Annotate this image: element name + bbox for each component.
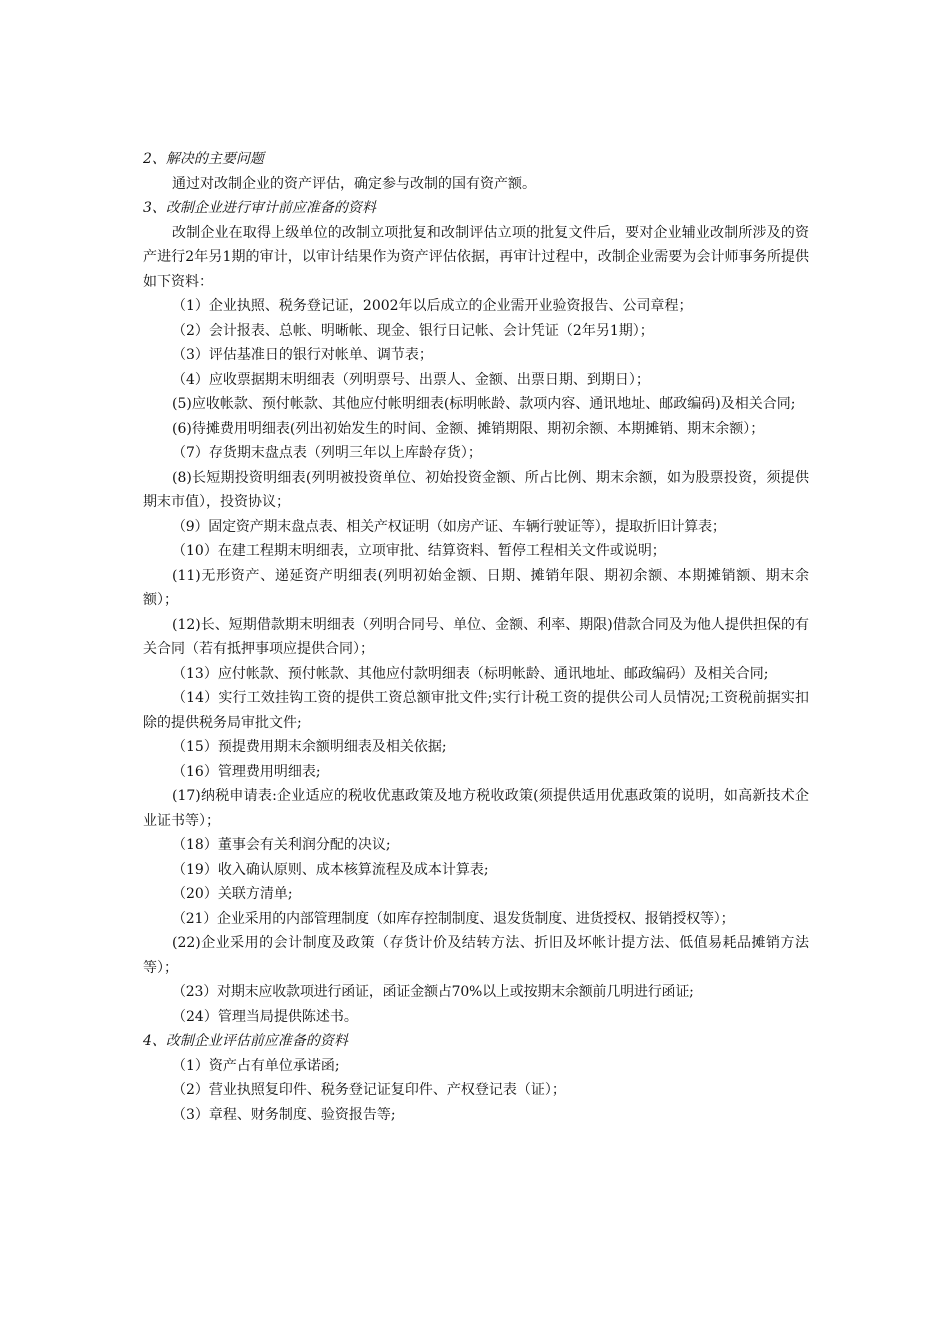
list-item: （1）资产占有单位承诺函; bbox=[172, 1057, 340, 1074]
section-paragraph: 改制企业在取得上级单位的改制立项批复和改制评估立项的批复文件后，要对企业辅业改制所涉及的资产进行2年另1期的审计，以审计结果作为资产评估依据，再审计过程中，改制企业需要为会计师事务所提供如下资料： bbox=[143, 224, 809, 290]
list-item: (12)长、短期借款期末明细表（列明合同号、单位、金额、利率、期限)借款合同及为他人提供担保的有关合同（若有抵押事项应提供合同）； bbox=[143, 616, 809, 657]
list-item: （2）营业执照复印件、税务登记证复印件、产权登记表（证）； bbox=[172, 1082, 566, 1098]
list-item: （7）存货期末盘点表（列明三年以上库龄存货）； bbox=[172, 445, 482, 461]
list-item: (5)应收帐款、预付帐款、其他应付帐明细表(标明帐龄、款项内容、通讯地址、邮政编码)及相关合同; bbox=[172, 396, 796, 412]
list-item: （18）董事会有关利润分配的决议; bbox=[172, 837, 391, 853]
list-item: (6)待摊费用明细表(列出初始发生的时间、金额、摊销期限、期初余额、本期摊销、期末余额）； bbox=[172, 420, 765, 437]
section-heading: 2、解决的主要问题 bbox=[143, 151, 264, 167]
section-heading: 3、改制企业进行审计前应准备的资料 bbox=[143, 200, 376, 216]
list-item: （14）实行工效挂钩工资的提供工资总额审批文件;实行计税工资的提供公司人员情况;工资税前据实扣除的提供税务局审批文件; bbox=[143, 690, 809, 731]
list-item: （3）评估基准日的银行对帐单、调节表； bbox=[172, 347, 433, 363]
list-item: （21）企业采用的内部管理制度（如库存控制制度、退发货制度、进货授权、报销授权等）； bbox=[172, 910, 735, 927]
list-item: (8)长短期投资明细表(列明被投资单位、初始投资金额、所占比例、期末余额，如为股票投资，须提供期末市值），投资协议； bbox=[143, 469, 809, 510]
list-item: （19）收入确认原则、成本核算流程及成本计算表; bbox=[172, 861, 489, 878]
list-item: (22)企业采用的会计制度及政策（存货计价及结转方法、折旧及坏帐计提方法、低值易耗品摊销方法等）； bbox=[143, 935, 809, 976]
list-item: （3）章程、财务制度、验资报告等; bbox=[172, 1106, 396, 1123]
section-heading: 4、改制企业评估前应准备的资料 bbox=[143, 1033, 348, 1049]
list-item: （16）管理费用明细表; bbox=[172, 763, 321, 780]
list-item: （20）关联方清单; bbox=[172, 886, 293, 902]
section-paragraph: 通过对改制企业的资产评估，确定参与改制的国有资产额。 bbox=[172, 175, 536, 192]
list-item: （9）固定资产期末盘点表、相关产权证明（如房产证、车辆行驶证等），提取折旧计算表； bbox=[172, 518, 726, 535]
list-item: （13）应付帐款、预付帐款、其他应付款明细表（标明帐龄、通讯地址、邮政编码）及相关合同; bbox=[172, 665, 769, 682]
list-item: (11)无形资产、递延资产明细表(列明初始金额、日期、摊销年限、期初余额、本期摊销额、期末余额）； bbox=[143, 567, 809, 608]
list-item: （23）对期末应收款项进行函证，函证金额占70%以上或按期末余额前几明进行函证; bbox=[172, 984, 694, 1000]
document-body bbox=[143, 147, 809, 1127]
list-item: （2）会计报表、总帐、明晰帐、现金、银行日记帐、会计凭证（2年另1期）； bbox=[172, 322, 654, 339]
list-item: （15）预提费用期末余额明细表及相关依据; bbox=[172, 739, 447, 755]
list-item: （4）应收票据期末明细表（列明票号、出票人、金额、出票日期、到期日）； bbox=[172, 371, 650, 388]
list-item: （24）管理当局提供陈述书。 bbox=[172, 1008, 358, 1025]
list-item: （1）企业执照、税务登记证，2002年以后成立的企业需开业验资报告、公司章程； bbox=[172, 298, 693, 314]
list-item: (17)纳税申请表:企业适应的税收优惠政策及地方税收政策(须提供适用优惠政策的说明，如高新技术企业证书等）； bbox=[143, 788, 809, 829]
list-item: （10）在建工程期末明细表，立项审批、结算资料、暂停工程相关文件或说明； bbox=[172, 543, 666, 559]
